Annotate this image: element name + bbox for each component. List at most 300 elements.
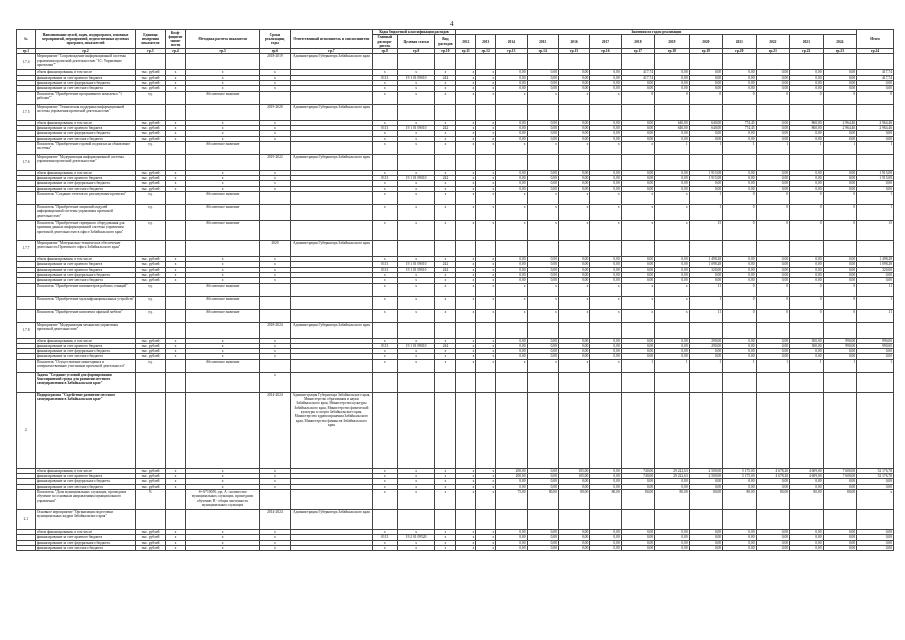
row-responsible [291,359,373,372]
row-coef: x [165,479,186,484]
row-code-grbs: 0113 [372,267,397,272]
row-code-type: x [435,296,456,309]
row-code-type: x [435,186,456,191]
row-unit: тыс. рублей [136,272,165,277]
row-year-value: x [558,296,589,309]
row-year-value: 0,00 [590,278,621,283]
row-coef: x [165,75,186,80]
row-year-value: 0,00 [621,136,654,141]
row-year-value: x [655,205,690,221]
row-coef: x [165,529,186,534]
row-coef [165,392,186,468]
row-year-value: 0,00 [689,181,722,186]
row-year-value [621,104,654,120]
row-year-value [756,154,789,170]
row-method: x [186,479,259,484]
row-code-grbs [372,54,397,70]
row-total: 417,74 [857,70,894,75]
row-responsible [291,372,373,392]
row-coef [165,91,186,104]
row-year-value: x [476,338,496,343]
row-year-value: 0,00 [756,267,789,272]
row-year-value: 1 [723,141,756,154]
row-unit: ед. [136,283,165,296]
row-year-value: 0 [790,221,823,241]
row-term: x [259,81,290,86]
row-coef [165,309,186,322]
row-year-value: 80,00 [621,489,654,509]
row-year-value [496,322,527,338]
row-year-value: 0 [756,221,789,241]
row-year-value: 0,00 [590,75,621,80]
row-total: 0,00 [857,136,894,141]
row-year-value: x [456,484,476,489]
column-number: гр.4 [165,49,186,54]
row-name: Показатель "Создание отчетов по реализуемым проектам" [35,192,135,205]
row-total: 417,74 [857,75,894,80]
row-year-value: 0,00 [590,70,621,75]
row-code-grbs: 0113 [372,75,397,80]
row-year-value: x [456,221,476,241]
row-total: 990,00 [857,343,894,348]
row-code-target: 19 1 01 09010 [397,125,435,130]
row-code-grbs: x [372,186,397,191]
row-year-value: 0,00 [655,529,690,534]
row-year-value: x [456,75,476,80]
row-coef: x [165,70,186,75]
row-coef [165,359,186,372]
row-code-grbs: x [372,120,397,125]
row-year-value: x [590,91,621,104]
row-total: 2 964,46 [857,120,894,125]
row-unit: тыс. рублей [136,535,165,540]
row-year-value: 0,00 [723,535,756,540]
table-row [17,141,894,154]
row-year-value: x [456,181,476,186]
table-row [17,283,894,296]
row-year-value: 0,00 [558,136,589,141]
row-year-value: 0,00 [655,75,690,80]
row-code-grbs: x [372,296,397,309]
row-year-value: 0,00 [558,75,589,80]
row-code-target: 19 1 01 09010 [397,267,435,272]
header-year: 2023 [790,35,823,49]
row-year-value [823,241,857,257]
row-year-value [723,322,756,338]
row-coef: x [165,186,186,191]
row-year-value [476,509,496,529]
row-year-value: 417,74 [621,75,654,80]
row-year-value: 0,00 [823,70,857,75]
row-year-value: x [527,141,558,154]
row-year-value [756,322,789,338]
row-year-value: x [476,262,496,267]
row-year-value: x [527,309,558,322]
row-year-value [558,322,589,338]
row-year-value: x [476,181,496,186]
row-coef [165,154,186,170]
row-coef [165,205,186,221]
row-year-value: x [456,192,476,205]
row-name: финансирование за счет федерального бюджета [35,81,135,86]
row-total: 0,00 [857,540,894,545]
row-name: Мероприятие "Материально-техническое обеспечение деятельности Проектного офиса Забайкальского края" [35,241,135,257]
row-year-value: x [621,296,654,309]
row-year-value: 0,00 [790,479,823,484]
row-code-type: x [435,136,456,141]
row-year-value: 0,00 [621,479,654,484]
row-year-value: 0,00 [496,540,527,545]
row-method: x [186,262,259,267]
row-year-value: 0,00 [723,70,756,75]
row-year-value: 0 [790,296,823,309]
header-year: 2014 [496,35,527,49]
row-year-value: x [476,479,496,484]
row-year-value: 0,00 [590,468,621,473]
row-year-value: x [476,257,496,262]
row-year-value: 0,00 [496,338,527,343]
row-year-value: 0,00 [756,176,789,181]
row-year-value [590,509,621,529]
row-year-value [558,104,589,120]
row-name: Показатель "Приобретение серверного оборудования для хранения данных информационной системы управления проектной деятельностью в офисе Забайкальского края" [35,221,135,241]
row-code-target [397,54,435,70]
row-responsible [291,205,373,221]
row-year-value: 0,00 [756,86,789,91]
header-year: 2015 [527,35,558,49]
row-year-value: 0,00 [823,484,857,489]
row-code-type: 244 [435,343,456,348]
header-year: 2021 [723,35,756,49]
row-year-value: 0,00 [527,262,558,267]
row-name: финансирование за счет местного бюджета [35,545,135,550]
row-year-value: 0,00 [496,529,527,534]
row-year-value: 0,00 [756,529,789,534]
row-code-grbs: x [372,283,397,296]
row-year-value: 0,00 [527,343,558,348]
row-responsible [291,141,373,154]
row-code-type: x [435,540,456,545]
row-term: x [259,540,290,545]
row-year-value [790,241,823,257]
row-year-value: 1 [621,359,654,372]
row-year-value: 0,00 [723,86,756,91]
row-year-value: 0,00 [689,136,722,141]
row-year-value: 320,00 [689,267,722,272]
row-year-value: x [527,283,558,296]
row-year-value: x [476,272,496,277]
row-coef: x [165,343,186,348]
row-unit [136,104,165,120]
row-year-value: x [476,136,496,141]
table-row [17,322,894,338]
row-number [17,372,36,392]
row-year-value [723,509,756,529]
row-year-value: x [621,192,654,205]
row-year-value: 1 [756,141,789,154]
row-responsible [291,221,373,241]
header-code-1: Целевая статья [397,35,435,49]
row-year-value: 0,00 [823,131,857,136]
row-year-value: 0,00 [496,70,527,75]
row-number [17,309,36,322]
row-year-value [655,241,690,257]
row-year-value: x [590,359,621,372]
row-code-type: x [435,354,456,359]
row-year-value: 0,00 [790,267,823,272]
row-year-value [456,322,476,338]
row-unit: тыс. рублей [136,120,165,125]
row-total: 0,00 [857,479,894,484]
row-total [857,392,894,468]
row-method: x [186,484,259,489]
row-year-value [527,104,558,120]
row-year-value: x [476,349,496,354]
row-year-value: x [590,205,621,221]
row-coef [165,296,186,309]
row-year-value: 80,00 [823,489,857,509]
row-code-grbs: x [372,338,397,343]
row-code-grbs: x [372,309,397,322]
row-year-value: 0,00 [527,131,558,136]
row-unit: тыс. рублей [136,474,165,479]
row-method: x [186,120,259,125]
row-year-value: x [558,309,589,322]
row-year-value: x [456,338,476,343]
row-unit: тыс. рублей [136,484,165,489]
row-year-value: 0,00 [621,86,654,91]
row-year-value: 0,00 [823,267,857,272]
row-unit: тыс. рублей [136,343,165,348]
row-name: Мероприятие "Модернизация информационной системы управления проектной деятельностью" [35,154,135,170]
row-number [17,296,36,309]
header-name: Наименование целей, задач, подпрограмм, основных мероприятий, мероприятий, ведомственных целевых программ, показателей [35,30,135,49]
row-year-value: x [558,205,589,221]
row-total: 1 915,08 [857,170,894,175]
row-year-value: 300,00 [790,343,823,348]
row-responsible [291,192,373,205]
row-year-value [456,372,476,392]
row-year-value: 105,00 [558,474,589,479]
row-unit: ед. [136,359,165,372]
row-term: x [259,354,290,359]
row-coef [165,322,186,338]
row-year-value: x [496,296,527,309]
row-year-value: 0,00 [723,529,756,534]
row-year-value: 0,00 [689,272,722,277]
row-year-value: 0,00 [756,125,789,130]
row-method [186,241,259,257]
row-term: x [259,262,290,267]
row-year-value: 0,00 [655,131,690,136]
row-code-target: 19 1 01 09010 [397,343,435,348]
row-year-value: 0 [723,283,756,296]
row-code-grbs: x [372,170,397,175]
row-year-value: 0,00 [590,343,621,348]
row-year-value: 0,00 [590,479,621,484]
row-year-value [689,322,722,338]
row-method: Абсолютное значение [186,205,259,221]
row-method: x [186,349,259,354]
row-year-value [496,509,527,529]
row-year-value: x [496,359,527,372]
row-year-value: 0,00 [527,540,558,545]
row-year-value: 0,00 [756,181,789,186]
row-year-value: 2 500,00 [689,468,722,473]
row-code-grbs: x [372,529,397,534]
row-coef: x [165,535,186,540]
row-responsible: Администрация Губернатора Забайкальского края [291,54,373,70]
row-year-value: 0,00 [790,81,823,86]
row-year-value: 0 [823,221,857,241]
row-code-grbs [372,322,397,338]
row-code-type: x [435,468,456,473]
row-code-target: x [397,474,435,479]
row-coef [165,509,186,529]
row-year-value: 0,00 [655,257,690,262]
row-year-value: 0,00 [590,176,621,181]
row-year-value: 0,00 [655,70,690,75]
row-year-value: x [456,257,476,262]
row-unit: ед. [136,91,165,104]
row-year-value: 0,00 [496,181,527,186]
row-year-value: 774,45 [723,125,756,130]
row-method: x [186,176,259,181]
row-code-grbs: x [372,354,397,359]
row-term: x [259,170,290,175]
row-year-value: 5 175,00 [723,474,756,479]
row-code-target: x [397,338,435,343]
row-year-value: x [476,354,496,359]
row-term: x [259,86,290,91]
row-total: 0,00 [857,86,894,91]
row-number: 1.7.5 [17,104,36,120]
row-code-type: x [435,181,456,186]
row-year-value: 0,00 [558,479,589,484]
row-year-value: 1 [689,359,722,372]
row-responsible: Администрация Губернатора Забайкальского края, Министерство образования и науки Забайкальского края, Министерство культуры Забайкальского края, Министерство физической культуры и спорта Забайкальского края, Министерство здравоохранения Забайкальского края, Министерство финансов Забайкальского края [291,392,373,468]
row-code-target: x [397,186,435,191]
row-name: финансирование за счет местного бюджета [35,354,135,359]
row-year-value: x [558,192,589,205]
row-term: x [259,349,290,354]
column-number: гр.3 [136,49,165,54]
row-year-value: 0 [756,192,789,205]
row-year-value: x [456,474,476,479]
row-year-value: x [590,141,621,154]
row-year-value: 0,00 [590,484,621,489]
row-coef: x [165,349,186,354]
row-year-value: 0,00 [590,540,621,545]
row-year-value: x [476,81,496,86]
row-code-type: x [435,529,456,534]
row-code-grbs: x [372,349,397,354]
row-code-target [397,154,435,170]
row-year-value [723,372,756,392]
row-year-value: 0,00 [823,545,857,550]
row-method: x [186,267,259,272]
row-year-value [689,54,722,70]
row-year-value: 0,00 [723,257,756,262]
row-year-value: x [476,540,496,545]
row-year-value: 0,00 [558,338,589,343]
row-code-target: x [397,468,435,473]
row-code-target: x [397,192,435,205]
row-year-value: 0,00 [621,181,654,186]
row-year-value: 0,00 [558,81,589,86]
row-year-value: 0,00 [527,86,558,91]
row-year-value: 0,00 [790,86,823,91]
row-name: объем финансирования, в том числе [35,529,135,534]
row-unit [136,54,165,70]
row-unit: тыс. рублей [136,125,165,130]
row-year-value: 0,00 [655,267,690,272]
row-unit: тыс. рублей [136,529,165,534]
row-year-value: 0,00 [790,540,823,545]
row-year-value [476,154,496,170]
row-year-value: x [456,125,476,130]
row-total: 0,00 [857,181,894,186]
row-unit: % [136,489,165,509]
row-year-value: 11 [689,309,722,322]
row-name: финансирование за счет федерального бюджета [35,181,135,186]
row-code-type: x [435,257,456,262]
row-code-grbs: x [372,545,397,550]
row-unit: тыс. рублей [136,75,165,80]
row-term: x [259,535,290,540]
row-year-value: 0,00 [823,176,857,181]
table-row [17,509,894,529]
row-year-value [790,322,823,338]
row-responsible [291,296,373,309]
row-year-value: 7 600,00 [823,468,857,473]
row-unit [136,509,165,529]
row-year-value: x [456,91,476,104]
row-code-grbs: x [372,479,397,484]
row-year-value [496,392,527,468]
row-year-value [456,54,476,70]
row-code-target: x [397,170,435,175]
row-year-value: 4 678,20 [756,474,789,479]
row-year-value: 0,00 [621,484,654,489]
row-unit: тыс. рублей [136,136,165,141]
row-code-type: x [435,192,456,205]
row-year-value: 0,00 [590,136,621,141]
row-year-value: 0,00 [496,535,527,540]
row-year-value [756,509,789,529]
row-code-type: x [435,479,456,484]
row-year-value: x [590,192,621,205]
row-year-value: 0,00 [527,354,558,359]
row-year-value: x [456,205,476,221]
column-number: гр.1 [17,49,36,54]
row-year-value: 80,00 [723,489,756,509]
row-year-value: 80,00 [527,489,558,509]
row-year-value: 0,00 [790,278,823,283]
row-year-value: 0,00 [621,338,654,343]
row-year-value: 0,00 [621,131,654,136]
row-year-value: 0,00 [689,81,722,86]
row-year-value: 0,00 [823,75,857,80]
row-year-value: 0,00 [590,267,621,272]
row-year-value: 0,00 [790,484,823,489]
row-unit: тыс. рублей [136,349,165,354]
column-number: гр.7 [291,49,373,54]
row-year-value: 2 964,46 [823,120,857,125]
row-name: Показатель "Осуществление мониторинга и совершенствование участников проектной деятельности" [35,359,135,372]
row-year-value: 0,00 [756,257,789,262]
row-year-value: 0,00 [823,535,857,540]
